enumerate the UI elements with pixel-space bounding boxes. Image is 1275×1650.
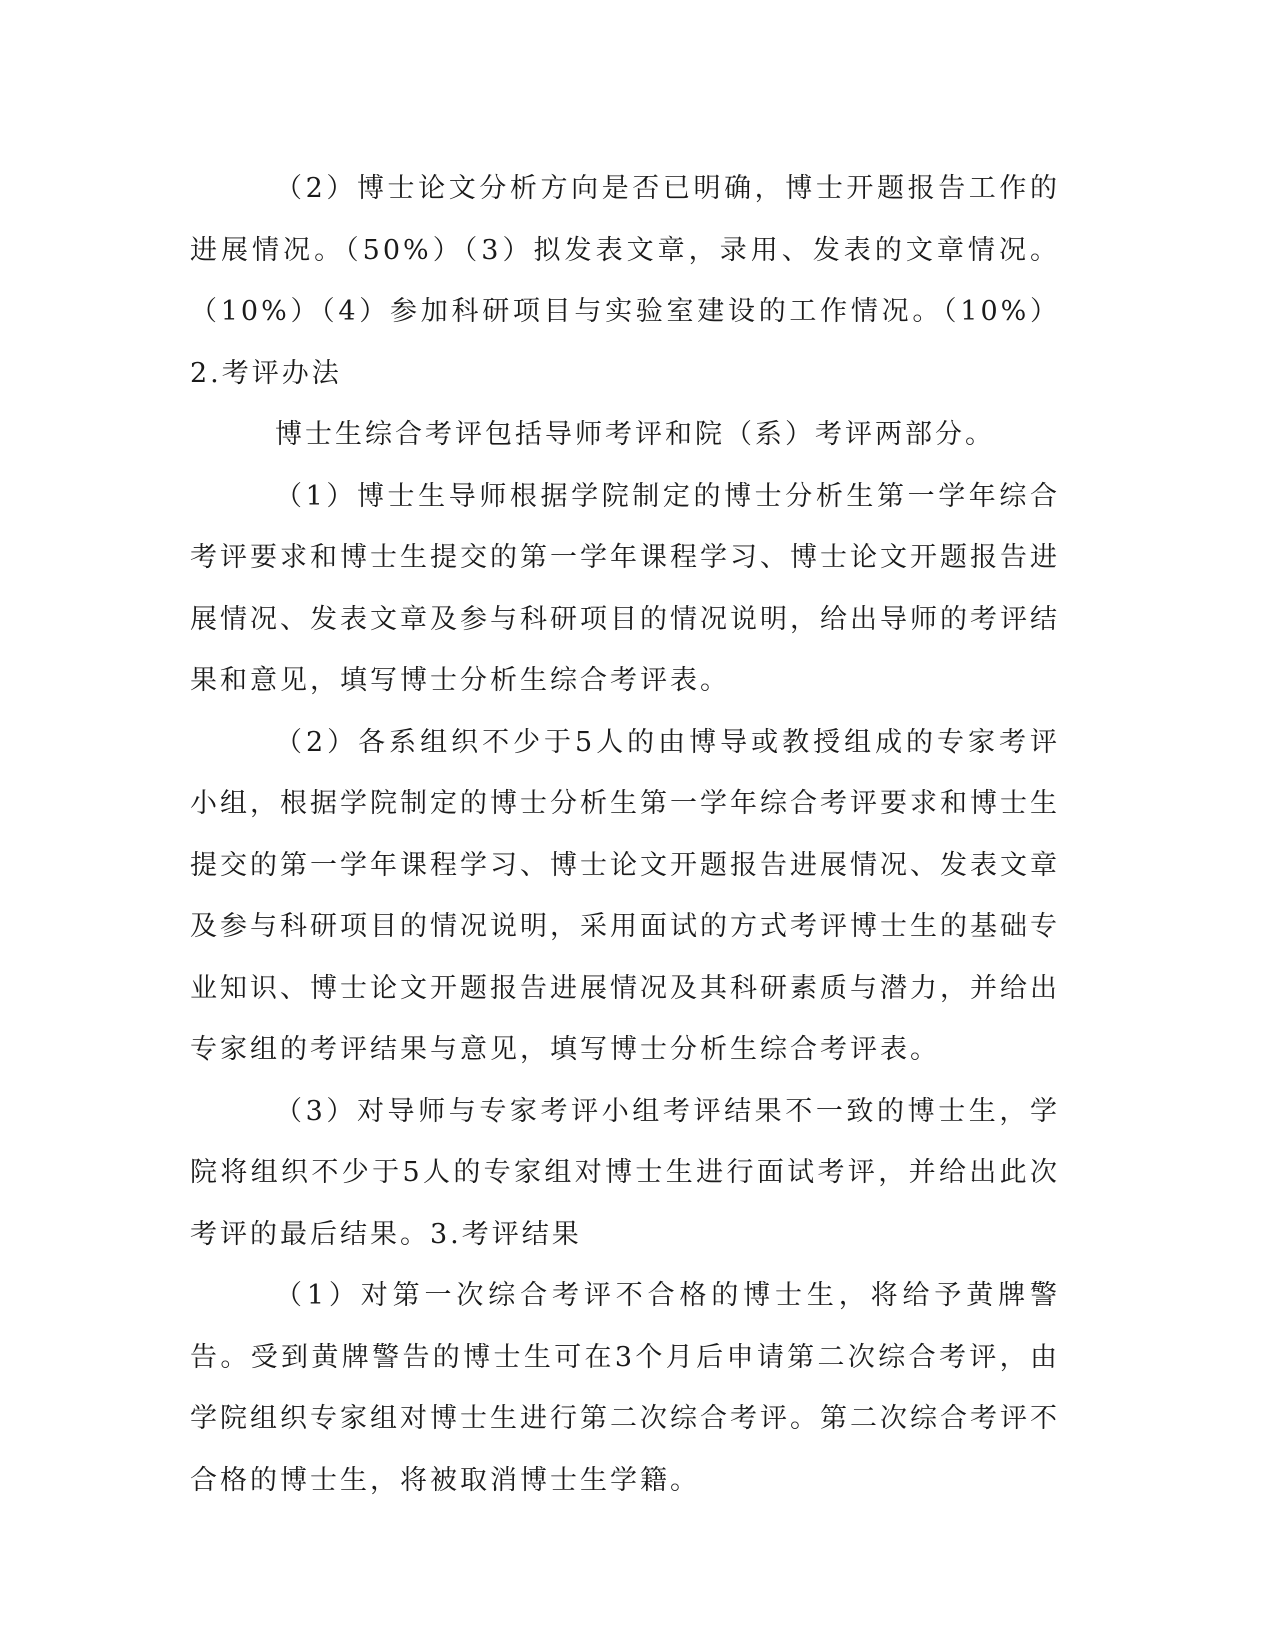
paragraph-advisor-evaluation: （1）博士生导师根据学院制定的博士分析生第一学年综合考评要求和博士生提交的第一学年课程学习、博士论文开题报告进展情况、发表文章及参与科研项目的情况说明，给出导师的考评结果和意见，填写博士分析生综合考评表。 bbox=[190, 480, 1060, 696]
paragraph-evaluation-overview: 博士生综合考评包括导师考评和院（系）考评两部分。 bbox=[275, 419, 995, 450]
paragraph-evaluation-criteria: （2）博士论文分析方向是否已明确，博士开题报告工作的进展情况。（50%）（3）拟发表文章，录用、发表的文章情况。（10%）（4）参加科研项目与实验室建设的工作情况。（10%）2.考评办法 bbox=[190, 173, 1060, 389]
document-body bbox=[190, 158, 1060, 1511]
paragraph-department-evaluation: （2）各系组织不少于5人的由博导或教授组成的专家考评小组，根据学院制定的博士分析生第一学年综合考评要求和博士生提交的第一学年课程学习、博士论文开题报告进展情况、发表文章及参与科研项目的情况说明，采用面试的方式考评博士生的基础专业知识、博士论文开题报告进展情况及其科研素质与潜力，并给出专家组的考评结果与意见，填写博士分析生综合考评表。 bbox=[190, 726, 1060, 1065]
paragraph-evaluation-result: （1）对第一次综合考评不合格的博士生，将给予黄牌警告。受到黄牌警告的博士生可在3个月后申请第二次综合考评，由学院组织专家组对博士生进行第二次综合考评。第二次综合考评不合格的博士生，将被取消博士生学籍。 bbox=[190, 1280, 1060, 1496]
paragraph-dispute-evaluation: （3）对导师与专家考评小组考评结果不一致的博士生，学院将组织不少于5人的专家组对博士生进行面试考评，并给出此次考评的最后结果。3.考评结果 bbox=[190, 1095, 1060, 1250]
